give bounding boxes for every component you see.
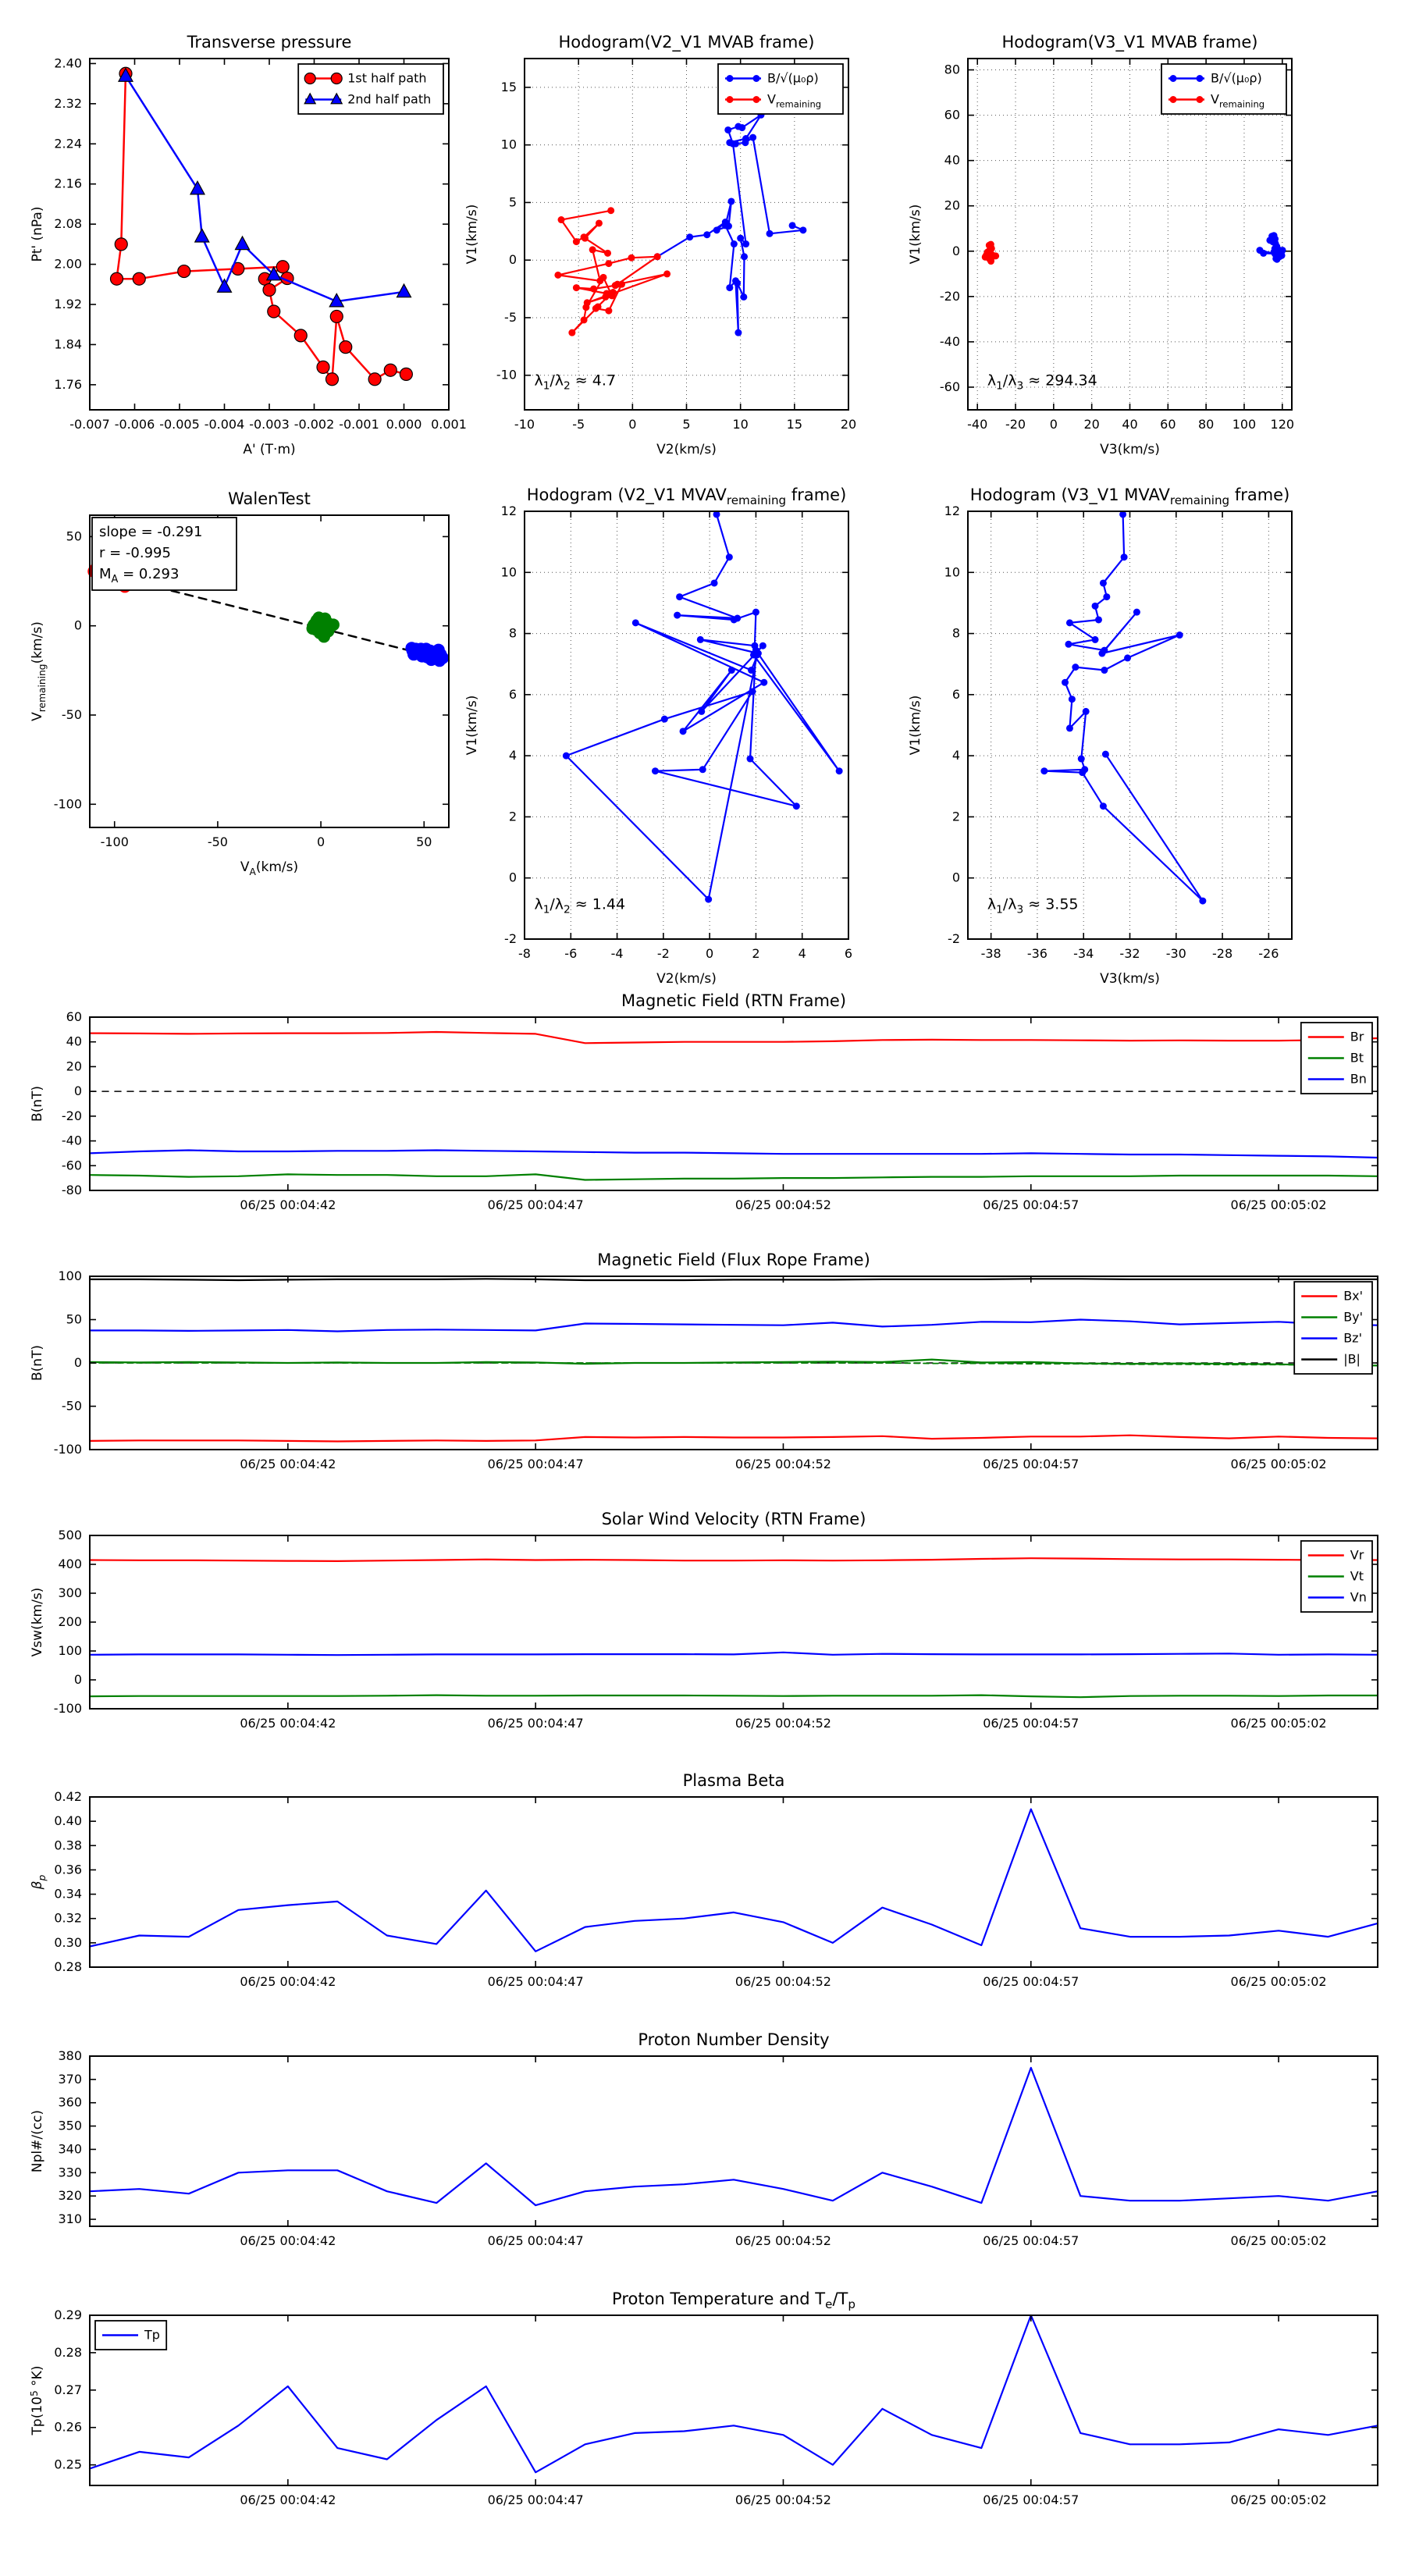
svg-text:06/25 00:04:47: 06/25 00:04:47 — [487, 1197, 584, 1212]
svg-text:10: 10 — [500, 564, 517, 580]
svg-text:-5: -5 — [504, 309, 517, 325]
svg-text:0: 0 — [706, 946, 714, 961]
svg-text:-10: -10 — [514, 417, 535, 432]
svg-text:40: 40 — [66, 1034, 82, 1049]
svg-text:20: 20 — [840, 417, 857, 432]
svg-text:0: 0 — [628, 417, 637, 432]
svg-text:06/25 00:04:52: 06/25 00:04:52 — [735, 1197, 831, 1212]
svg-text:1.92: 1.92 — [54, 297, 82, 311]
svg-text:A' (T·m): A' (T·m) — [243, 442, 296, 457]
svg-text:V1(km/s): V1(km/s) — [908, 204, 923, 265]
svg-text:12: 12 — [944, 503, 960, 518]
svg-text:Vsw(km/s): Vsw(km/s) — [30, 1587, 45, 1657]
svg-text:0.34: 0.34 — [54, 1886, 82, 1902]
chart-magnetic-field-rtn — [30, 991, 1378, 1212]
svg-text:06/25 00:04:52: 06/25 00:04:52 — [735, 1716, 831, 1731]
svg-text:Npl#/(cc): Npl#/(cc) — [30, 2109, 45, 2173]
svg-text:λ1/λ2 ≈ 1.44: $\lambda_1/\lambda_2 \approx 1.44$ — [534, 895, 626, 916]
title-hodogram-v3v1-mvab: Hodogram(V3_V1 MVAB frame) — [1001, 33, 1258, 52]
svg-text:-0.002: -0.002 — [293, 417, 335, 432]
svg-text:0.28: 0.28 — [54, 2344, 82, 2360]
svg-text:0.40: 0.40 — [54, 1813, 82, 1829]
svg-text:360: 360 — [58, 2094, 82, 2110]
svg-text:370: 370 — [58, 2071, 82, 2087]
series-hodogram-v2v1-mvab-V_remaining — [554, 207, 670, 336]
svg-text:2.24: 2.24 — [54, 136, 82, 151]
svg-text:-80: -80 — [61, 1183, 82, 1197]
series-hodogram-v3v1-mvab-B/sqrt(mu0 rho) — [1256, 232, 1286, 262]
svg-text:-38: -38 — [980, 946, 1001, 961]
svg-text:1.84: 1.84 — [54, 336, 82, 352]
legend-hodogram-v3v1-mvab — [1161, 64, 1286, 114]
legend-proton-temperature — [95, 2321, 166, 2350]
series-magnetic-field-rtn-Br — [90, 1029, 1378, 1044]
svg-text:20: 20 — [66, 1059, 82, 1074]
svg-text:By': By' — [1343, 1309, 1364, 1325]
svg-text:Br: Br — [1350, 1029, 1364, 1044]
svg-text:50: 50 — [66, 528, 82, 544]
svg-text:06/25 00:04:47: 06/25 00:04:47 — [487, 1457, 584, 1471]
svg-text:06/25 00:04:57: 06/25 00:04:57 — [983, 1974, 1080, 1989]
svg-text:B(nT): B(nT) — [30, 1344, 45, 1382]
svg-text:100: 100 — [58, 1268, 82, 1283]
svg-text:8: 8 — [951, 625, 960, 641]
svg-text:-0.001: -0.001 — [339, 417, 379, 432]
svg-text:40: 40 — [944, 152, 960, 168]
svg-text:06/25 00:04:52: 06/25 00:04:52 — [735, 1974, 831, 1989]
svg-text:-0.005: -0.005 — [159, 417, 200, 432]
chart-solar-wind-velocity — [30, 1510, 1378, 1731]
svg-text:06/25 00:04:47: 06/25 00:04:47 — [487, 1716, 584, 1731]
svg-text:0: 0 — [73, 1355, 82, 1370]
title-walen-test: WalenTest — [228, 489, 311, 508]
svg-text:20: 20 — [944, 197, 960, 213]
svg-text:2nd half path: 2nd half path — [347, 91, 432, 107]
svg-text:0.26: 0.26 — [54, 2419, 82, 2435]
svg-text:-20: -20 — [1005, 417, 1026, 432]
svg-text:06/25 00:05:02: 06/25 00:05:02 — [1230, 2233, 1327, 2248]
svg-text:06/25 00:04:42: 06/25 00:04:42 — [240, 1974, 336, 1989]
svg-text:500: 500 — [58, 1528, 82, 1542]
svg-text:B/√(μ₀ρ): B/√(μ₀ρ) — [767, 70, 819, 86]
axes-hodogram-v3v1-mvav — [944, 503, 1292, 961]
svg-text:r = -0.995: r = -0.995 — [99, 545, 171, 561]
svg-text:50: 50 — [66, 1311, 82, 1327]
svg-text:4: 4 — [951, 748, 960, 763]
svg-text:06/25 00:04:52: 06/25 00:04:52 — [735, 2492, 831, 2507]
chart-hodogram-v3v1-mvav — [908, 486, 1292, 987]
svg-text:λ1/λ3 ≈ 3.55: $\lambda_1/\lambda_3 \approx 3.55$ — [987, 895, 1079, 916]
svg-text:0: 0 — [951, 870, 960, 885]
series-magnetic-field-flux-rope-By' — [90, 1360, 1378, 1366]
svg-text:2.00: 2.00 — [54, 256, 82, 272]
svg-text:-50: -50 — [61, 707, 82, 722]
svg-text:60: 60 — [1160, 417, 1176, 432]
svg-text:0.30: 0.30 — [54, 1934, 82, 1950]
svg-text:15: 15 — [786, 417, 803, 432]
svg-text:-28: -28 — [1212, 946, 1233, 961]
series-plasma-beta-beta — [90, 1809, 1378, 1952]
svg-text:0.001: 0.001 — [431, 417, 467, 432]
svg-text:20: 20 — [1083, 417, 1100, 432]
svg-text:βp: $\beta_p$ — [30, 1874, 48, 1890]
svg-text:2: 2 — [508, 809, 517, 824]
svg-text:V3(km/s): V3(km/s) — [1100, 442, 1160, 457]
svg-text:0.38: 0.38 — [54, 1838, 82, 1853]
svg-text:15: 15 — [500, 79, 517, 94]
svg-text:-4: -4 — [610, 946, 624, 961]
svg-text:06/25 00:05:02: 06/25 00:05:02 — [1230, 1974, 1327, 1989]
svg-text:06/25 00:04:42: 06/25 00:04:42 — [240, 2492, 336, 2507]
svg-text:0: 0 — [951, 243, 960, 258]
svg-text:06/25 00:04:52: 06/25 00:04:52 — [735, 1457, 831, 1471]
svg-text:-40: -40 — [939, 333, 960, 349]
series-solar-wind-velocity-Vr — [90, 1558, 1378, 1561]
svg-text:-0.007: -0.007 — [69, 417, 110, 432]
svg-text:V1(km/s): V1(km/s) — [464, 204, 480, 265]
svg-text:-5: -5 — [572, 417, 585, 432]
axes-proton-number-density — [58, 2048, 1378, 2248]
svg-text:2.32: 2.32 — [54, 95, 82, 111]
svg-text:V3(km/s): V3(km/s) — [1100, 971, 1160, 987]
svg-text:120: 120 — [1270, 417, 1295, 432]
title-solar-wind-velocity: Solar Wind Velocity (RTN Frame) — [601, 1510, 866, 1528]
svg-text:-50: -50 — [207, 834, 228, 849]
series-walen-test-last-cluster — [405, 642, 449, 667]
svg-text:λ1/λ2 ≈ 4.7: $\lambda_1/\lambda_2 \approx 4.7$ — [534, 372, 616, 393]
svg-text:06/25 00:04:57: 06/25 00:04:57 — [983, 1716, 1080, 1731]
chart-transverse-pressure — [30, 33, 467, 457]
svg-text:2.40: 2.40 — [54, 55, 82, 71]
title-plasma-beta: Plasma Beta — [682, 1771, 785, 1790]
svg-text:0: 0 — [73, 617, 82, 633]
svg-text:5: 5 — [508, 194, 517, 210]
legend-magnetic-field-rtn — [1301, 1023, 1372, 1094]
svg-text:8: 8 — [508, 625, 517, 641]
legend-hodogram-v2v1-mvab — [718, 64, 843, 114]
svg-text:0: 0 — [73, 1672, 82, 1687]
svg-text:-36: -36 — [1026, 946, 1048, 961]
svg-text:-2: -2 — [948, 931, 960, 946]
svg-text:0.32: 0.32 — [54, 1910, 82, 1926]
svg-text:Bt: Bt — [1350, 1050, 1364, 1066]
svg-text:-100: -100 — [53, 1442, 82, 1457]
svg-text:06/25 00:04:57: 06/25 00:04:57 — [983, 2233, 1080, 2248]
svg-text:06/25 00:05:02: 06/25 00:05:02 — [1230, 1197, 1327, 1212]
series-hodogram-v3v1-mvav-path — [1040, 511, 1206, 904]
title-magnetic-field-rtn: Magnetic Field (RTN Frame) — [621, 991, 847, 1010]
svg-text:60: 60 — [944, 107, 960, 123]
svg-text:VA(km/s): $V_A(km/s)$ — [240, 859, 299, 877]
svg-text:06/25 00:04:42: 06/25 00:04:42 — [240, 1457, 336, 1471]
svg-text:06/25 00:05:02: 06/25 00:05:02 — [1230, 1716, 1327, 1731]
svg-text:2.08: 2.08 — [54, 216, 82, 232]
svg-text:-2: -2 — [656, 946, 670, 961]
svg-text:0: 0 — [1049, 417, 1058, 432]
svg-text:-8: -8 — [518, 946, 531, 961]
svg-text:-20: -20 — [61, 1108, 82, 1123]
svg-text:-100: -100 — [53, 796, 82, 812]
svg-text:λ1/λ3 ≈ 294.34: $\lambda_1/\lambda_3 \approx 294.34$ — [987, 372, 1097, 393]
svg-text:2: 2 — [951, 809, 960, 824]
svg-text:06/25 00:04:57: 06/25 00:04:57 — [983, 1457, 1080, 1471]
svg-text:-10: -10 — [496, 367, 517, 382]
title-hodogram-v2v1-mvav: Hodogram (V2_V1 $MVAV_{remaining}$ frame) — [526, 486, 847, 507]
stats-box-walen-test — [92, 518, 237, 590]
series-magnetic-field-rtn-Bn — [90, 1151, 1378, 1158]
svg-text:-32: -32 — [1119, 946, 1140, 961]
svg-text:V1(km/s): V1(km/s) — [908, 695, 923, 756]
svg-text:-100: -100 — [100, 834, 129, 849]
svg-text:Vt: Vt — [1350, 1568, 1364, 1584]
svg-text:330: 330 — [58, 2165, 82, 2180]
legend-magnetic-field-flux-rope — [1294, 1282, 1372, 1374]
series-solar-wind-velocity-Vn — [90, 1653, 1378, 1655]
series-magnetic-field-flux-rope-Bz' — [90, 1320, 1378, 1332]
svg-text:-60: -60 — [939, 379, 960, 394]
legend-transverse-pressure — [298, 64, 443, 114]
series-magnetic-field-flux-rope-Bx' — [90, 1436, 1378, 1442]
svg-text:0.27: 0.27 — [54, 2382, 82, 2397]
svg-text:80: 80 — [1197, 417, 1215, 432]
chart-magnetic-field-flux-rope — [30, 1251, 1378, 1471]
svg-text:-40: -40 — [61, 1133, 82, 1148]
svg-text:-50: -50 — [61, 1398, 82, 1414]
svg-text:B/√(μ₀ρ): B/√(μ₀ρ) — [1211, 70, 1262, 86]
svg-text:380: 380 — [58, 2048, 82, 2063]
svg-text:10: 10 — [500, 137, 517, 152]
svg-text:06/25 00:04:47: 06/25 00:04:47 — [487, 1974, 584, 1989]
svg-text:1.76: 1.76 — [54, 376, 82, 392]
title-magnetic-field-flux-rope: Magnetic Field (Flux Rope Frame) — [597, 1251, 870, 1269]
svg-text:Bx': Bx' — [1343, 1288, 1364, 1304]
svg-text:0: 0 — [508, 252, 517, 268]
svg-text:Pt' (nPa): Pt' (nPa) — [30, 206, 45, 262]
svg-text:06/25 00:04:52: 06/25 00:04:52 — [735, 2233, 831, 2248]
svg-text:V1(km/s): V1(km/s) — [464, 695, 480, 756]
chart-plasma-beta — [30, 1771, 1378, 1989]
svg-text:400: 400 — [58, 1557, 82, 1571]
svg-text:60: 60 — [66, 1009, 82, 1024]
svg-text:Vremaining: $V_{remaining}$ — [1211, 91, 1265, 110]
svg-text:6: 6 — [844, 946, 853, 961]
svg-text:300: 300 — [58, 1585, 82, 1600]
svg-text:0.28: 0.28 — [54, 1959, 82, 1974]
svg-text:-0.003: -0.003 — [249, 417, 290, 432]
series-hodogram-v2v1-mvav-path — [563, 511, 843, 902]
svg-text:Vr: Vr — [1350, 1547, 1364, 1563]
svg-text:|B|: |B| — [1343, 1351, 1361, 1367]
axes-plasma-beta — [54, 1789, 1378, 1989]
svg-text:Tp(105 °K): $Tp(10^5$ °K) — [29, 2365, 45, 2435]
svg-text:-26: -26 — [1258, 946, 1279, 961]
svg-text:6: 6 — [951, 686, 960, 702]
title-proton-temperature: Proton Temperature and $T_e/T_p$ — [612, 2290, 855, 2311]
svg-text:Bz': Bz' — [1343, 1330, 1362, 1346]
svg-text:B(nT): B(nT) — [30, 1085, 45, 1123]
svg-text:06/25 00:05:02: 06/25 00:05:02 — [1230, 2492, 1327, 2507]
chart-hodogram-v2v1-mvab — [464, 33, 856, 457]
svg-text:320: 320 — [58, 2188, 82, 2204]
chart-hodogram-v3v1-mvab — [908, 33, 1294, 457]
svg-text:0: 0 — [73, 1083, 82, 1099]
axes-hodogram-v2v1-mvav — [501, 503, 852, 961]
series-transverse-pressure-1st half path — [111, 67, 413, 386]
svg-text:06/25 00:04:57: 06/25 00:04:57 — [983, 2492, 1080, 2507]
svg-text:06/25 00:04:42: 06/25 00:04:42 — [240, 2233, 336, 2248]
series-proton-number-density-Npl — [90, 2068, 1378, 2205]
series-solar-wind-velocity-Vt — [90, 1695, 1378, 1698]
svg-text:1st half path: 1st half path — [347, 70, 427, 86]
title-transverse-pressure: Transverse pressure — [187, 33, 352, 52]
svg-text:12: 12 — [500, 503, 517, 518]
series-magnetic-field-rtn-Bt — [90, 1174, 1378, 1179]
svg-text:Vn: Vn — [1350, 1589, 1367, 1605]
svg-text:4: 4 — [798, 946, 806, 961]
svg-text:5: 5 — [682, 417, 691, 432]
svg-text:Tp: Tp — [144, 2327, 160, 2343]
svg-text:Bn: Bn — [1350, 1071, 1367, 1087]
series-proton-temperature-Tp — [90, 2315, 1378, 2472]
title-hodogram-v2v1-mvab: Hodogram(V2_V1 MVAB frame) — [558, 33, 815, 52]
svg-text:80: 80 — [944, 62, 960, 77]
axes-solar-wind-velocity — [54, 1528, 1378, 1731]
svg-text:-40: -40 — [967, 417, 988, 432]
series-walen-test-mid-cluster — [307, 611, 340, 642]
svg-text:40: 40 — [1122, 417, 1138, 432]
legend-solar-wind-velocity — [1301, 1541, 1372, 1612]
svg-text:2.16: 2.16 — [54, 176, 82, 191]
svg-text:0.29: 0.29 — [54, 2307, 82, 2322]
title-hodogram-v3v1-mvav: Hodogram (V3_V1 $MVAV_{remaining}$ frame) — [969, 486, 1290, 507]
svg-text:50: 50 — [416, 834, 432, 849]
svg-text:06/25 00:04:47: 06/25 00:04:47 — [487, 2233, 584, 2248]
svg-text:Vremaining(km/s): $V_{remaining}(km/s)$ — [30, 621, 48, 721]
svg-text:06/25 00:04:57: 06/25 00:04:57 — [983, 1197, 1080, 1212]
title-proton-number-density: Proton Number Density — [638, 2030, 830, 2049]
svg-text:-0.004: -0.004 — [204, 417, 245, 432]
svg-text:10: 10 — [944, 564, 960, 580]
svg-text:slope = -0.291: slope = -0.291 — [99, 524, 203, 540]
svg-text:310: 310 — [58, 2211, 82, 2227]
svg-text:MA = 0.293: $M_A = 0.293$ — [99, 566, 180, 585]
svg-text:06/25 00:04:47: 06/25 00:04:47 — [487, 2492, 584, 2507]
svg-text:-6: -6 — [564, 946, 578, 961]
chart-walen-test — [30, 489, 449, 877]
axes-proton-temperature — [54, 2307, 1378, 2507]
svg-text:0: 0 — [508, 870, 517, 885]
svg-text:0.25: 0.25 — [54, 2457, 82, 2472]
chart-proton-temperature — [29, 2290, 1378, 2507]
svg-text:06/25 00:04:42: 06/25 00:04:42 — [240, 1197, 336, 1212]
svg-text:-20: -20 — [939, 288, 960, 304]
svg-text:4: 4 — [508, 748, 517, 763]
svg-text:340: 340 — [58, 2141, 82, 2157]
svg-text:06/25 00:04:42: 06/25 00:04:42 — [240, 1716, 336, 1731]
chart-hodogram-v2v1-mvav — [464, 486, 852, 987]
series-hodogram-v3v1-mvab-V_remaining — [982, 241, 999, 265]
svg-text:0.000: 0.000 — [386, 417, 422, 432]
svg-text:-34: -34 — [1073, 946, 1094, 961]
svg-text:6: 6 — [508, 686, 517, 702]
svg-text:0: 0 — [316, 834, 325, 849]
svg-text:100: 100 — [1232, 417, 1257, 432]
svg-text:-2: -2 — [504, 931, 517, 946]
svg-text:100: 100 — [58, 1643, 82, 1658]
svg-text:0.42: 0.42 — [54, 1789, 82, 1804]
svg-text:-100: -100 — [53, 1701, 82, 1716]
svg-text:06/25 00:05:02: 06/25 00:05:02 — [1230, 1457, 1327, 1471]
series-magnetic-field-flux-rope-|B| — [90, 1279, 1378, 1280]
svg-text:2: 2 — [752, 946, 760, 961]
svg-text:-0.006: -0.006 — [114, 417, 155, 432]
svg-text:200: 200 — [58, 1614, 82, 1629]
svg-text:V2(km/s): V2(km/s) — [656, 971, 717, 987]
svg-text:-30: -30 — [1165, 946, 1186, 961]
svg-text:Vremaining: $V_{remaining}$ — [767, 91, 822, 110]
svg-text:V2(km/s): V2(km/s) — [656, 442, 717, 457]
svg-text:-60: -60 — [61, 1158, 82, 1173]
chart-proton-number-density — [30, 2030, 1378, 2248]
svg-text:0.36: 0.36 — [54, 1862, 82, 1877]
svg-text:350: 350 — [58, 2118, 82, 2133]
svg-text:10: 10 — [732, 417, 749, 432]
